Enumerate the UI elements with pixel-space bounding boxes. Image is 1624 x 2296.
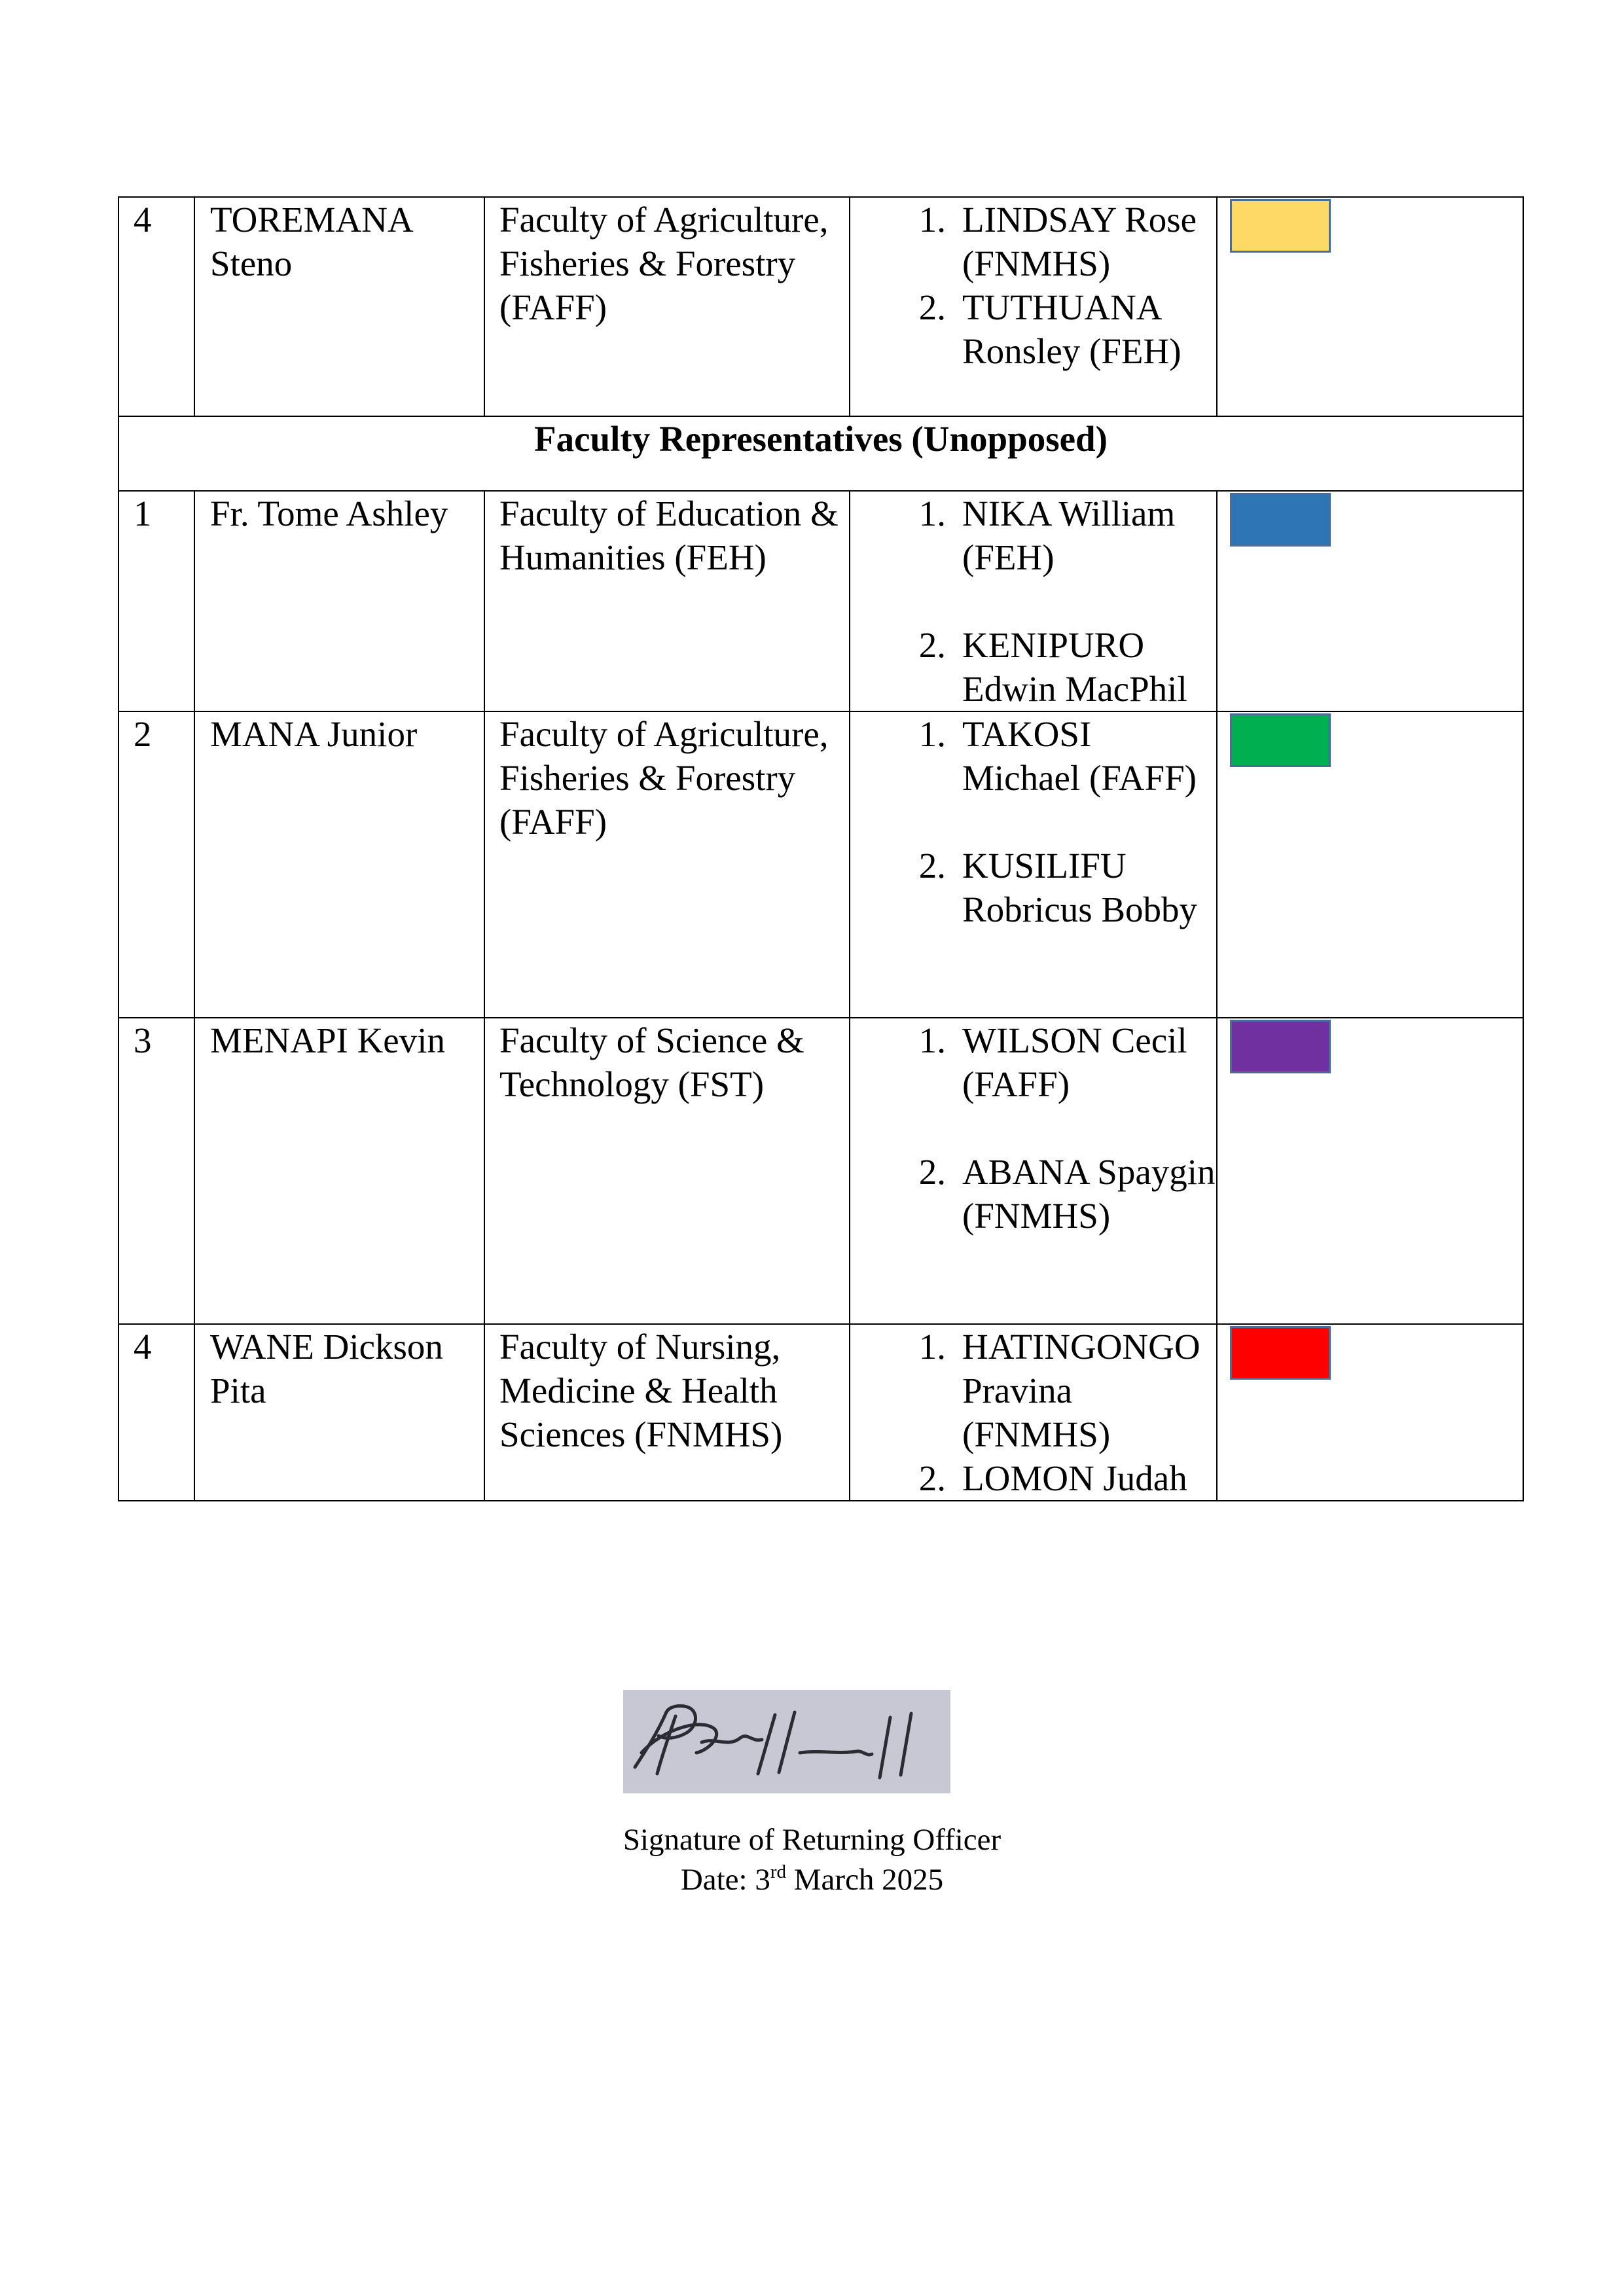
section-heading-row <box>118 416 1523 491</box>
list-item <box>850 492 1216 579</box>
color-swatch <box>1230 1020 1331 1073</box>
nominee-number: 2. <box>918 287 946 327</box>
candidate-name: MANA Junior <box>194 711 484 1018</box>
candidate-name: MENAPI Kevin <box>194 1018 484 1324</box>
table-row <box>118 491 1523 711</box>
nominee-number: 1. <box>918 714 946 754</box>
nominee-name: WILSON Cecil (FAFF) <box>962 1020 1187 1104</box>
list-item <box>850 623 1216 711</box>
list-item <box>850 1456 1216 1500</box>
faculty-name: Faculty of Agriculture, Fisheries & Forestry (FAFF) <box>484 197 850 416</box>
candidates-table <box>118 196 1524 1501</box>
nominees-cell <box>850 1324 1217 1501</box>
nominee-name: LOMON Judah <box>962 1458 1187 1498</box>
list-item <box>850 712 1216 800</box>
nominee-number: 1. <box>918 1020 946 1060</box>
nominee-name: KUSILIFU Robricus Bobby <box>962 846 1198 929</box>
list-item <box>850 1150 1216 1238</box>
nominee-name: TAKOSI Michael (FAFF) <box>962 714 1197 798</box>
section-heading: Faculty Representatives (Unopposed) <box>118 416 1523 491</box>
nominees-cell <box>850 197 1217 416</box>
color-cell <box>1217 711 1523 1018</box>
list-item <box>850 198 1216 285</box>
nominee-list <box>850 198 1216 373</box>
faculty-name: Faculty of Education & Humanities (FEH) <box>484 491 850 711</box>
nominee-name: LINDSAY Rose (FNMHS) <box>962 200 1197 283</box>
nominee-number: 1. <box>918 200 946 240</box>
row-number: 4 <box>118 197 194 416</box>
nominee-number: 2. <box>918 1458 946 1498</box>
nominees-cell <box>850 1018 1217 1324</box>
faculty-name: Faculty of Science & Technology (FST) <box>484 1018 850 1324</box>
row-number: 4 <box>118 1324 194 1501</box>
date-suffix: March 2025 <box>786 1863 944 1897</box>
nominee-number: 1. <box>918 1327 946 1367</box>
nominee-list <box>850 492 1216 711</box>
nominee-list <box>850 1325 1216 1500</box>
candidate-name: TOREMANA Steno <box>194 197 484 416</box>
date-ordinal: rd <box>770 1861 787 1882</box>
color-cell <box>1217 1324 1523 1501</box>
nominee-list <box>850 712 1216 931</box>
nominee-number: 2. <box>918 846 946 886</box>
nominee-list <box>850 1018 1216 1238</box>
candidate-name: Fr. Tome Ashley <box>194 491 484 711</box>
table-row <box>118 197 1523 416</box>
signature-scribble <box>623 1690 950 1793</box>
list-item <box>850 1018 1216 1106</box>
nominee-name: ABANA Spaygin (FNMHS) <box>962 1152 1216 1236</box>
row-number: 3 <box>118 1018 194 1324</box>
list-item <box>850 844 1216 931</box>
signature-image <box>623 1690 950 1793</box>
signature-caption: Signature of Returning Officer <box>623 1823 1001 1857</box>
nominee-name: TUTHUANA Ronsley (FEH) <box>962 287 1182 371</box>
nominee-number: 2. <box>918 1152 946 1192</box>
list-item <box>850 285 1216 373</box>
nominee-number: 2. <box>918 625 946 665</box>
nominees-cell <box>850 491 1217 711</box>
date-line <box>0 1861 1624 1899</box>
table-row <box>118 1018 1523 1324</box>
color-cell <box>1217 197 1523 416</box>
table-row <box>118 711 1523 1018</box>
faculty-name: Faculty of Agriculture, Fisheries & Forestry (FAFF) <box>484 711 850 1018</box>
nominee-number: 1. <box>918 493 946 533</box>
color-swatch <box>1230 1326 1331 1380</box>
color-swatch <box>1230 713 1331 767</box>
nominee-name: KENIPURO Edwin MacPhil <box>962 625 1187 709</box>
row-number: 2 <box>118 711 194 1018</box>
color-cell <box>1217 1018 1523 1324</box>
color-swatch <box>1230 493 1331 547</box>
list-item <box>850 1325 1216 1456</box>
candidate-name: WANE Dickson Pita <box>194 1324 484 1501</box>
color-swatch <box>1230 199 1331 253</box>
date-prefix: Date: 3 <box>680 1863 770 1897</box>
nominees-cell <box>850 711 1217 1018</box>
table-row <box>118 1324 1523 1501</box>
nominee-name: NIKA William (FEH) <box>962 493 1176 577</box>
faculty-name: Faculty of Nursing, Medicine & Health Sciences (FNMHS) <box>484 1324 850 1501</box>
row-number: 1 <box>118 491 194 711</box>
nominee-name: HATINGONGO Pravina (FNMHS) <box>962 1327 1200 1454</box>
color-cell <box>1217 491 1523 711</box>
